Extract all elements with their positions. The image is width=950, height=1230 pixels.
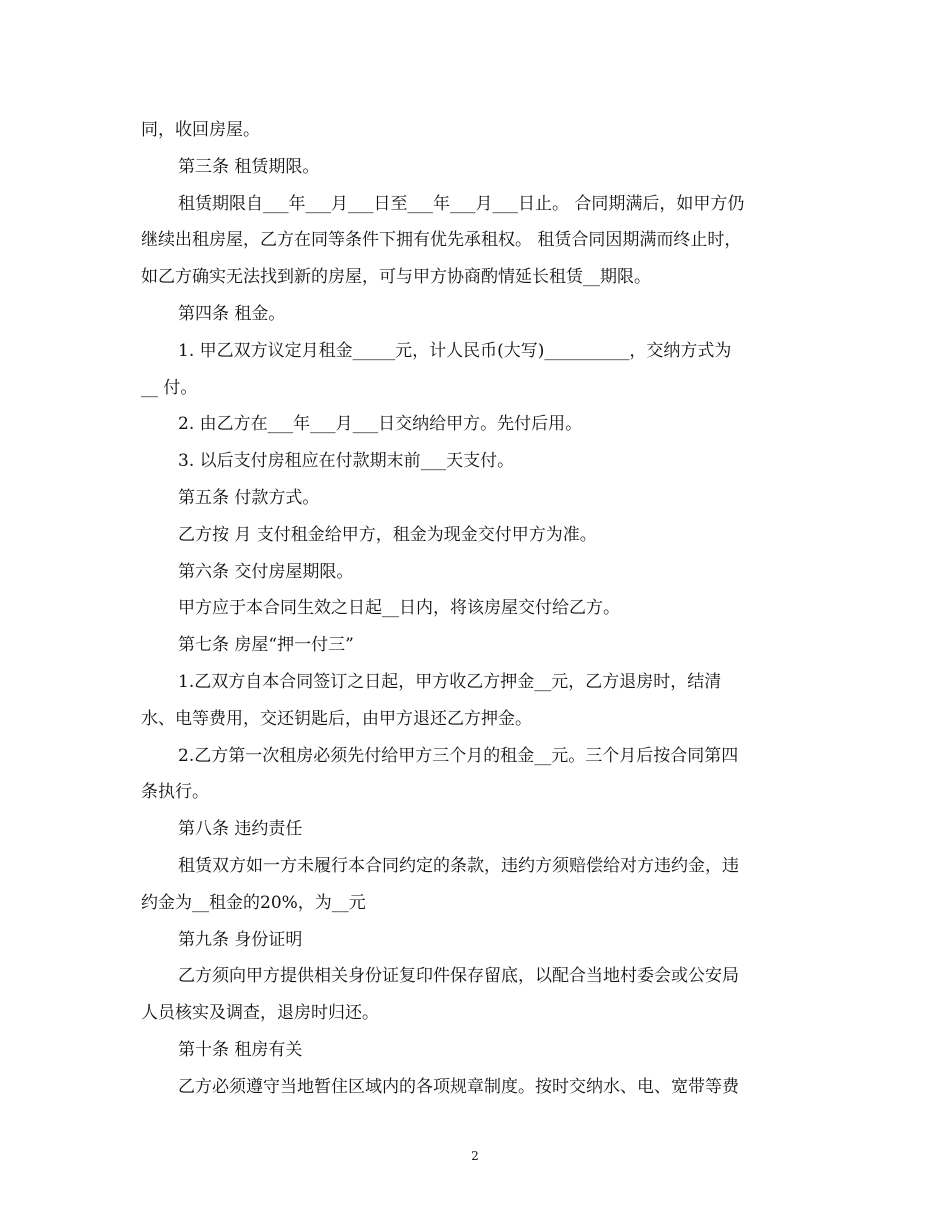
paragraph (141, 848, 800, 922)
paragraph (141, 1069, 800, 1106)
paragraph (141, 406, 800, 443)
paragraph-line: 3. 以后支付房租应在付款期末前___天支付。 (178, 451, 515, 472)
paragraph (141, 958, 800, 1032)
paragraph-line: 甲方应于本合同生效之日起__日内，将该房屋交付给乙方。 (178, 598, 620, 619)
paragraph (141, 149, 800, 186)
document-body (141, 112, 800, 1106)
paragraph (141, 664, 800, 738)
paragraph-line: 约金为__租金的20%，为__元 (141, 892, 366, 913)
paragraph (141, 1032, 800, 1069)
paragraph (141, 296, 800, 333)
paragraph-line: 同，收回房屋。 (141, 120, 260, 140)
paragraph (141, 627, 800, 664)
paragraph (141, 186, 800, 296)
page-number: 2 (471, 1149, 479, 1163)
paragraph-line: __ 付。 (141, 377, 198, 398)
paragraph-line: 2. 由乙方在___年___月___日交纳给甲方。先付后用。 (178, 414, 583, 435)
paragraph (141, 738, 800, 812)
paragraph-line: 乙方须向甲方提供相关身份证复印件保存留底，以配合当地村委会或公安局 (178, 966, 739, 987)
paragraph-line: 租赁双方如一方未履行本合同约定的条款，违约方须赔偿给对方违约金，违 (178, 855, 739, 876)
paragraph (141, 517, 800, 554)
paragraph-line: 第三条 租赁期限。 (178, 156, 320, 177)
paragraph-line: 第八条 违约责任 (178, 819, 303, 840)
paragraph (141, 480, 800, 517)
paragraph-line: 第七条 房屋“押一付三” (178, 635, 354, 656)
paragraph-line: 1. 甲乙双方议定月租金_____元，计人民币(大写)__________，交纳方式为 (178, 340, 732, 361)
paragraph (141, 333, 800, 407)
paragraph-line: 第九条 身份证明 (178, 929, 303, 950)
paragraph-line: 乙方按 月 支付租金给甲方，租金为现金交付甲方为准。 (178, 524, 597, 545)
paragraph-line: 水、电等费用，交还钥匙后，由甲方退还乙方押金。 (141, 708, 532, 729)
paragraph (141, 112, 800, 149)
paragraph (141, 443, 800, 480)
paragraph-line: 第六条 交付房屋期限。 (178, 561, 354, 582)
paragraph-line: 1.乙双方自本合同签订之日起，甲方收乙方押金__元，乙方退房时，结清 (178, 671, 722, 692)
paragraph-line: 租赁期限自___年___月___日至___年___月___日止。 合同期满后，如甲方仍 (178, 193, 745, 214)
paragraph-line: 如乙方确实无法找到新的房屋，可与甲方协商酌情延长租赁__期限。 (141, 267, 651, 288)
paragraph-line: 第四条 租金。 (178, 303, 286, 324)
paragraph-line: 第十条 租房有关 (178, 1039, 303, 1060)
paragraph (141, 590, 800, 627)
paragraph-line: 第五条 付款方式。 (178, 487, 320, 508)
paragraph-line: 人员核实及调查，退房时归还。 (141, 1003, 379, 1024)
paragraph (141, 554, 800, 591)
paragraph-line: 2.乙方第一次租房必须先付给甲方三个月的租金__元。三个月后按合同第四 (178, 745, 739, 766)
paragraph-line: 乙方必须遵守当地暂住区域内的各项规章制度。按时交纳水、电、宽带等费 (178, 1076, 739, 1097)
paragraph (141, 811, 800, 848)
paragraph (141, 922, 800, 959)
paragraph-line: 继续出租房屋，乙方在同等条件下拥有优先承租权。 租赁合同因期满而终止时， (141, 230, 742, 251)
paragraph-line: 条执行。 (141, 782, 209, 803)
